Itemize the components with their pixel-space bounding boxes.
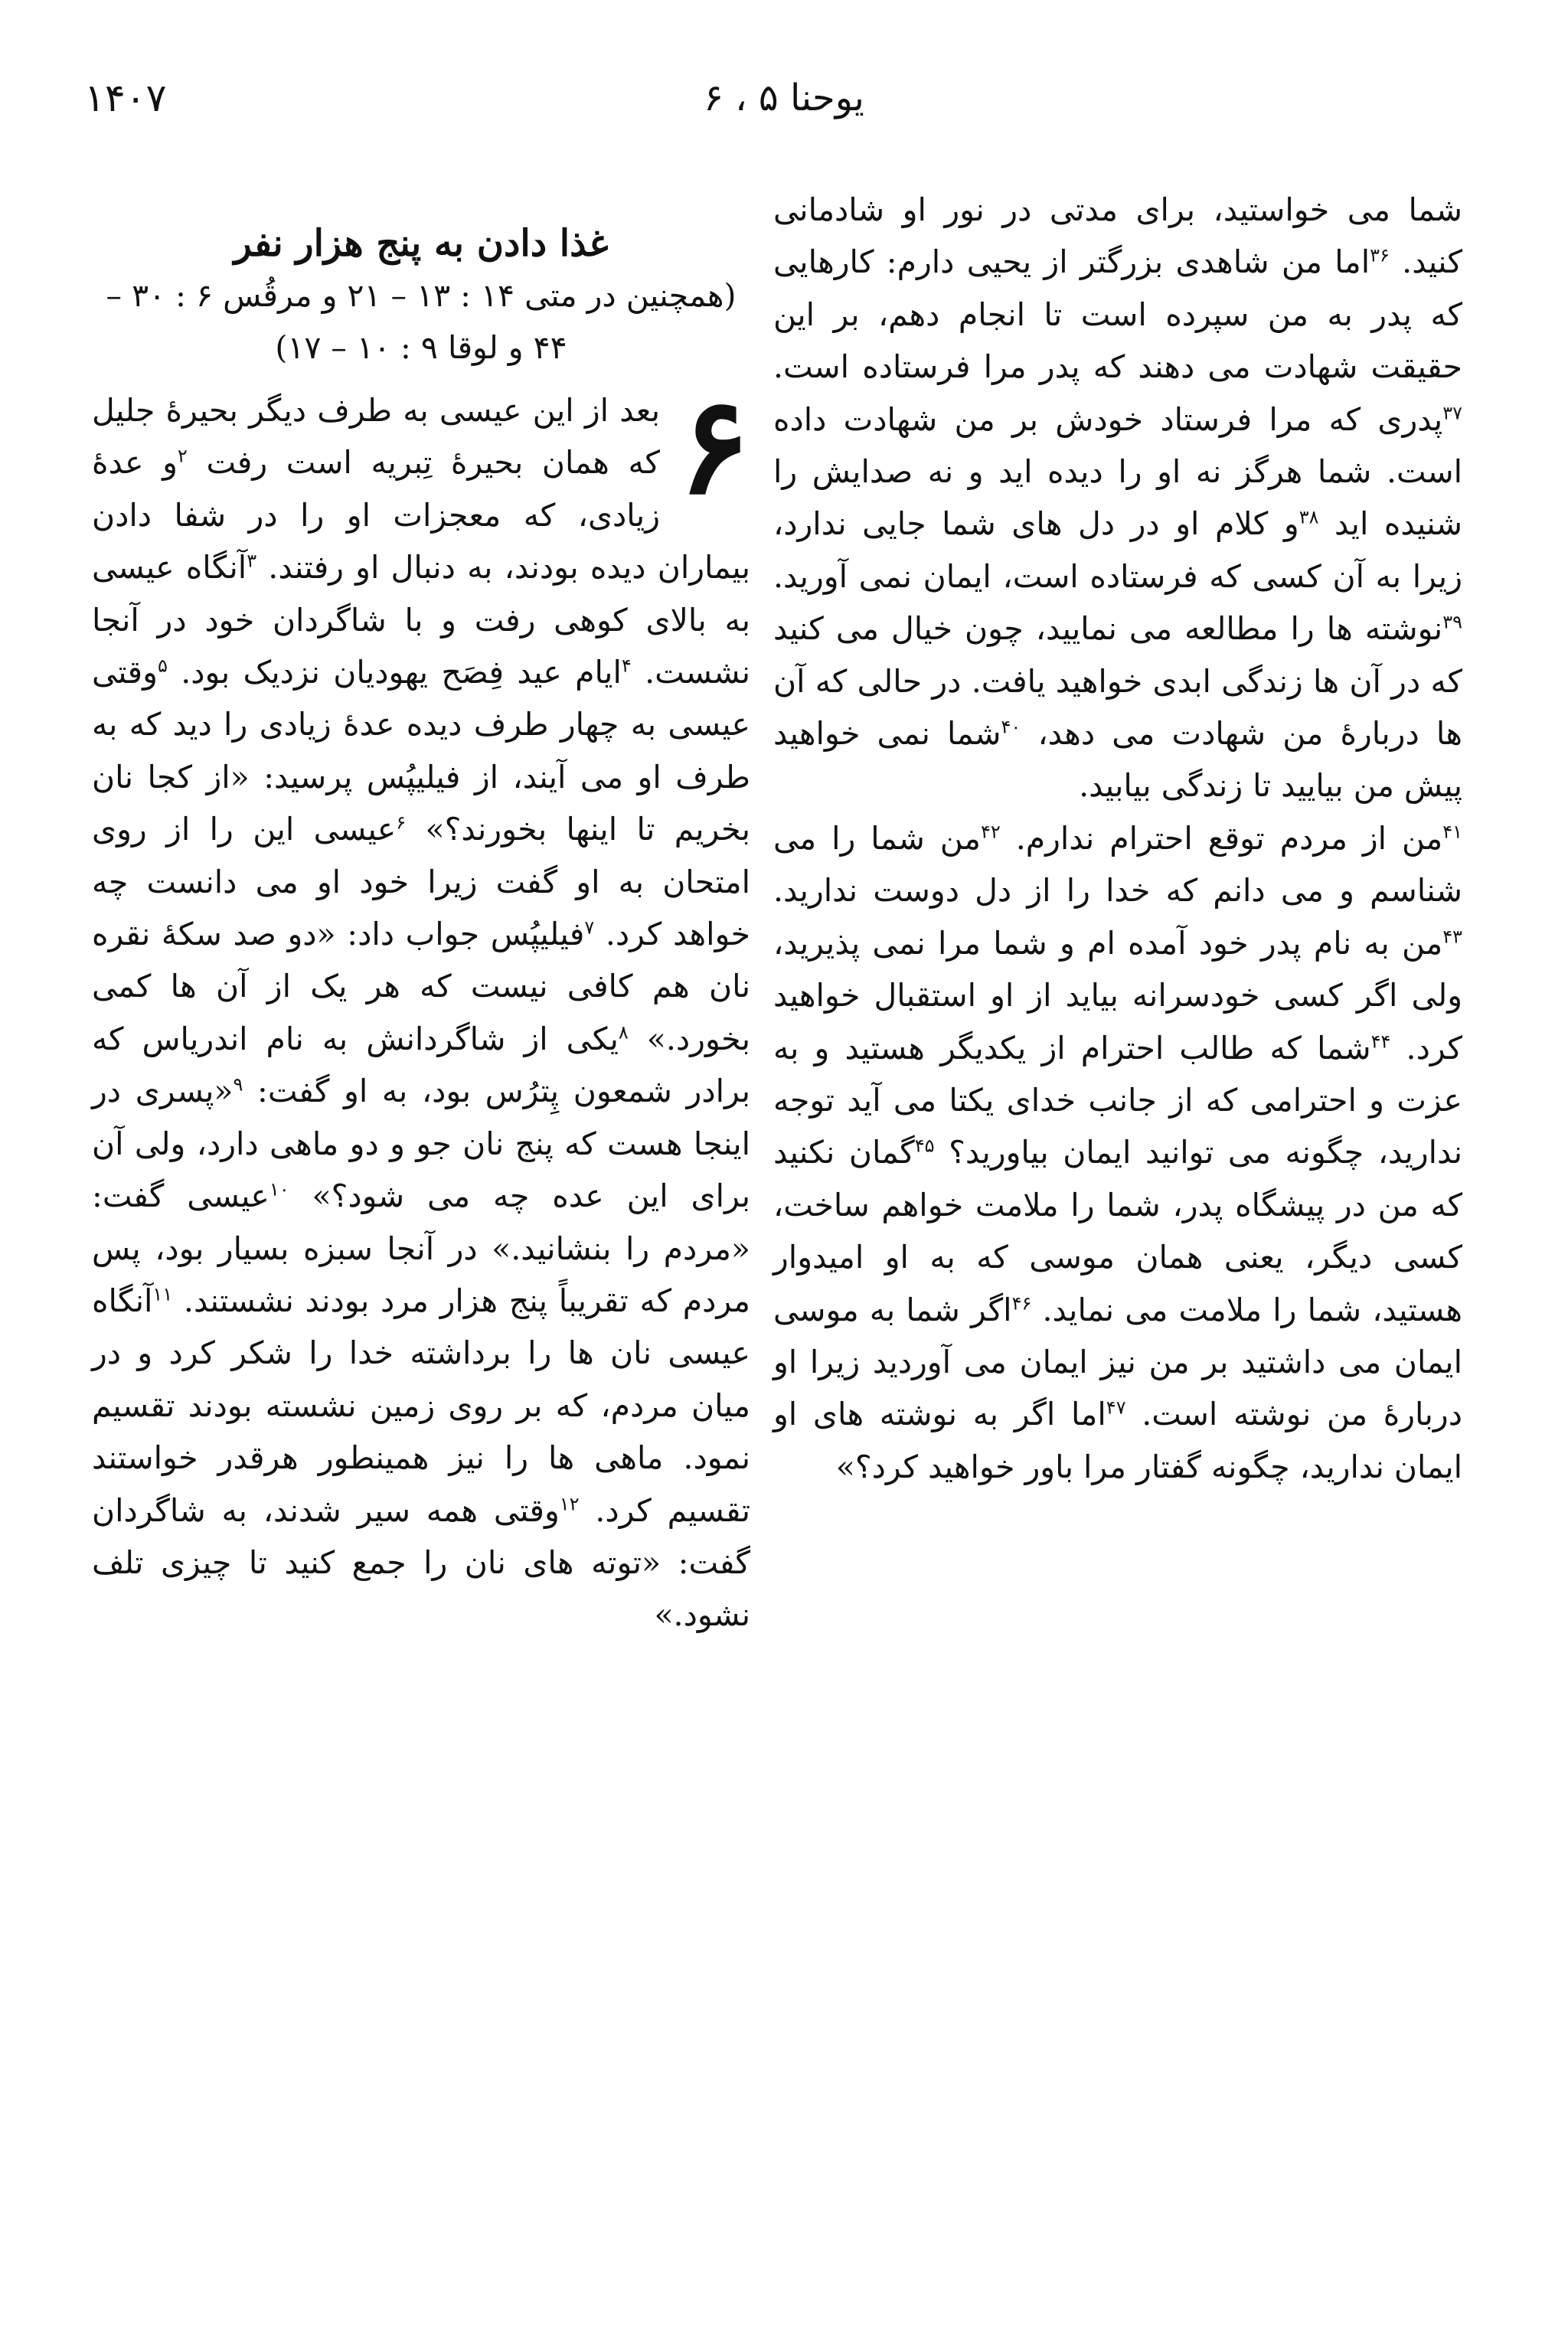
- verse-text: شما که طالب احترام از یکدیگر هستید و به عزت و احترامی که از جانب خدای یکتا می آید توجه ندارید، چگونه می توانید ایمان بیاورید؟: [773, 1029, 1462, 1171]
- verse-number: ۱۱: [152, 1283, 173, 1305]
- verse-text: یکی از شاگردانش به نام اندریاس که برادر شمعون پِترُس بود، به او گفت:: [92, 1020, 750, 1110]
- verse-text: آنگاه عیسی نان ها را برداشته خدا را شکر کرد و در میان مردم، که بر روی زمین نشسته بودند تقسیم نمود. ماهی ها را نیز همینطور هرقدر خواستند تقسیم کرد.: [92, 1282, 750, 1529]
- verse-text: شما می خواستید، برای مدتی در نور او شادمانی کنید.: [773, 191, 1462, 281]
- body-paragraph: [773, 812, 1462, 1493]
- verse-text: من از مردم توقع احترام ندارم.: [1000, 819, 1443, 857]
- page-number: ۱۴۰۷: [84, 76, 167, 120]
- verse-text: وقتی همه سیر شدند، به شاگردان گفت: «توته های نان را جمع کنید تا چیزی تلف نشود.»: [92, 1491, 750, 1634]
- verse-text: اما اگر به نوشته های او ایمان ندارید، چگونه گفتار مرا باور خواهید کرد؟»: [773, 1396, 1462, 1485]
- verse-number: ۳۷: [1442, 401, 1462, 423]
- body-paragraph: [773, 184, 1462, 812]
- chapter-paragraph-text: [92, 392, 750, 1633]
- verse-text: پدری که مرا فرستاد خودش بر من شهادت داده است. شما هرگز نه او را دیده اید و نه صدایش را شنیده اید: [773, 400, 1462, 543]
- verse-number: ۴۷: [1106, 1396, 1126, 1419]
- running-header: [84, 67, 1484, 129]
- right-column: [773, 184, 1462, 1493]
- verse-text: وقتی عیسی به چهار طرف دیده عدهٔ زیادی را دید که به طرف او می آیند، از فیلیپُس پرسید: «از کجا نان بخریم تا اینها بخورند؟»: [92, 654, 750, 848]
- verse-number: ۴۱: [1442, 821, 1462, 843]
- verse-number: ۴: [621, 655, 632, 677]
- verse-number: ۴۰: [1001, 716, 1021, 738]
- verse-number: ۱۲: [559, 1492, 580, 1514]
- running-title: یوحنا ۵ ، ۶: [704, 77, 864, 119]
- verse-number: ۳۶: [1370, 244, 1390, 266]
- chapter-number: ۶: [678, 368, 750, 524]
- verse-text: من شما را می شناسم و می دانم که خدا را از دل دوست ندارید.: [773, 819, 1462, 910]
- verse-number: ۷: [584, 916, 595, 939]
- verse-text: اما من شاهدی بزرگتر از یحیی دارم: کارهایی که پدر به من سپرده است تا انجام دهم، بر این حقیقت شهادت می دهند که پدر مرا فرستاده است.: [773, 243, 1462, 386]
- verse-text: عیسی گفت: «مردم را بنشانید.» در آنجا سبزه بسیار بود، پس مردم که تقریباً پنج هزار مرد بودند نشستند.: [92, 1178, 750, 1319]
- verse-number: ۶: [396, 812, 407, 834]
- verse-number: ۵: [157, 655, 168, 677]
- verse-number: ۱۰: [269, 1178, 289, 1200]
- verse-number: ۴۳: [1442, 926, 1462, 948]
- verse-number: ۸: [618, 1021, 629, 1044]
- verse-number: ۹: [233, 1073, 243, 1096]
- verse-text: نوشته ها را مطالعه می نمایید، چون خیال می کنید که در آن ها زندگی ابدی خواهید یافت. در حالی که آن ها دربارهٔ من شهادت می دهد،: [773, 610, 1462, 753]
- left-column: [92, 184, 750, 1642]
- verse-text: من به نام پدر خود آمده ام و شما مرا نمی پذیرید، ولی اگر کسی خودسرانه بیاید از او استقبال خواهید کرد.: [773, 924, 1462, 1067]
- verse-number: ۲: [177, 445, 188, 467]
- verse-number: ۴۵: [914, 1135, 935, 1157]
- verse-text: عیسی این را از روی امتحان به او گفت زیرا خود او می دانست چه خواهد کرد.: [92, 811, 751, 953]
- section-cross-reference: (همچنین در متی ۱۴ : ۱۳ – ۲۱ و مرقُس ۶ : ۳۰ – ۴۴ و لوقا ۹ : ۱۰ – ۱۷): [106, 277, 737, 366]
- verse-text: گمان نکنید که من در پیشگاه پدر، شما را ملامت خواهم ساخت، کسی دیگر، یعنی همان موسی که به او امیدوار هستید، شما را ملامت می نماید.: [773, 1134, 1462, 1328]
- verse-number: ۳: [247, 550, 257, 572]
- verse-text: و عدهٔ زیادی، که معجزات او را در شفا دادن بیماران دیده بودند، به دنبال او رفتند.: [92, 444, 750, 586]
- section-heading: غذا دادن به پنج هزار نفر: [234, 222, 609, 265]
- verse-number: ۳۸: [1298, 506, 1319, 528]
- verse-text: اگر شما به موسی ایمان می داشتید بر من نیز ایمان می آوردید زیرا او دربارهٔ من نوشته است.: [773, 1291, 1462, 1433]
- verse-text: «پسری در اینجا هست که پنج نان جو و دو ماهی دارد، ولی آن برای این عده چه می شود؟»: [92, 1073, 750, 1215]
- verse-number: ۴۲: [980, 821, 1001, 843]
- verse-number: ۳۹: [1442, 611, 1462, 633]
- verse-text: ایام عید فِصَح یهودیان نزدیک بود.: [167, 654, 622, 691]
- chapter-opening-paragraph: [92, 368, 751, 1642]
- verse-text: آنگاه عیسی به بالای کوهی رفت و با شاگردان خود در آنجا نشست.: [92, 549, 750, 691]
- verse-text: شما نمی خواهید پیش من بیایید تا زندگی بیابید.: [773, 715, 1462, 805]
- verse-text: بعد از این عیسی به طرف دیگر بحیرهٔ جلیل که همان بحیرهٔ تِبریه است رفت: [92, 392, 660, 482]
- verse-number: ۴۴: [1370, 1030, 1391, 1052]
- verse-number: ۴۶: [1011, 1292, 1032, 1314]
- verse-text: و کلام او در دل های شما جایی ندارد، زیرا به آن کسی که فرستاده است، ایمان نمی آورید.: [773, 505, 1462, 595]
- verse-text: فیلیپُس جواب داد: «دو صد سکهٔ نقره نان هم کافی نیست که هر یک از آن ها کمی بخورد.»: [92, 916, 751, 1057]
